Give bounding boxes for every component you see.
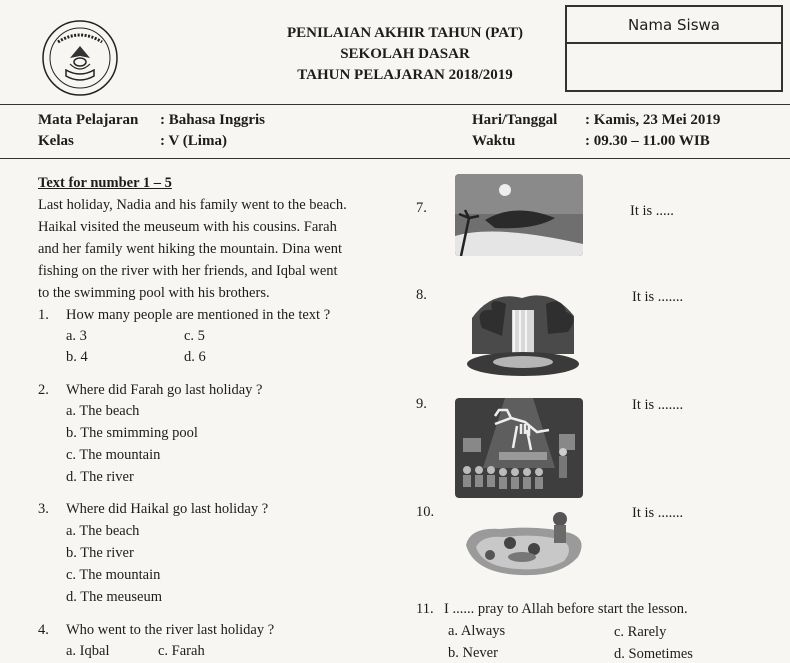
island-beach-picture (455, 174, 583, 256)
reading-line: to the swimming pool with his brothers. (38, 285, 270, 301)
time-label: Waktu (472, 133, 516, 149)
question-text: Where did Farah go last holiday ? (66, 382, 263, 398)
answer-blank[interactable]: It is ....... (632, 505, 684, 521)
subject-label: Mata Pelajaran (38, 112, 139, 128)
header-divider-top (0, 104, 790, 105)
date-value: : Kamis, 23 Mei 2019 (585, 112, 721, 128)
school-level: SEKOLAH DASAR (340, 46, 470, 62)
answer-option[interactable]: d. 6 (184, 349, 206, 365)
question-number: 7. (416, 200, 427, 216)
answer-option[interactable]: a. Iqbal (66, 643, 110, 659)
answer-option[interactable]: a. Always (448, 623, 506, 639)
question-text: How many people are mentioned in the text ? (66, 307, 331, 323)
question-number: 10. (416, 504, 435, 520)
museum-dinosaur-picture (455, 398, 583, 498)
school-logo (40, 18, 120, 98)
answer-option[interactable]: c. 5 (184, 328, 205, 344)
reading-heading: Text for number 1 – 5 (38, 175, 172, 191)
question-number: 1. (38, 307, 49, 323)
answer-option[interactable]: c. The mountain (66, 447, 161, 463)
reading-line: Last holiday, Nadia and his family went to the beach. (38, 197, 347, 213)
student-name-box[interactable] (565, 5, 783, 92)
answer-blank[interactable]: It is ....... (632, 289, 684, 305)
question-number: 8. (416, 287, 427, 303)
swimming-pool-picture (460, 505, 590, 585)
reading-line: and her family went hiking the mountain. Dina went (38, 241, 343, 257)
time-value: : 09.30 – 11.00 WIB (585, 133, 710, 149)
answer-blank[interactable]: It is ..... (630, 203, 674, 219)
class-label: Kelas (38, 133, 74, 149)
class-value: : V (Lima) (160, 133, 227, 149)
question-number: 4. (38, 622, 49, 638)
question-number: 3. (38, 501, 49, 517)
question-text: Where did Haikal go last holiday ? (66, 501, 269, 517)
question-text: Who went to the river last holiday ? (66, 622, 275, 638)
answer-option[interactable]: c. The mountain (66, 567, 161, 583)
subject-value: : Bahasa Inggris (160, 112, 266, 128)
question-text: I ...... pray to Allah before start the lesson. (444, 601, 688, 617)
waterfall-picture (462, 288, 584, 378)
answer-option[interactable]: b. Never (448, 645, 498, 661)
answer-option[interactable]: a. The beach (66, 523, 140, 539)
exam-title: PENILAIAN AKHIR TAHUN (PAT) (287, 25, 523, 41)
answer-option[interactable]: b. The river (66, 545, 134, 561)
reading-line: fishing on the river with her friends, and Iqbal went (38, 263, 338, 279)
answer-option[interactable]: a. The beach (66, 403, 140, 419)
header-divider-bottom (0, 158, 790, 159)
answer-option[interactable]: c. Rarely (614, 624, 667, 640)
answer-option[interactable]: a. 3 (66, 328, 87, 344)
answer-option[interactable]: d. The river (66, 469, 134, 485)
question-number: 2. (38, 382, 49, 398)
date-label: Hari/Tanggal (472, 112, 558, 128)
answer-blank[interactable]: It is ....... (632, 397, 684, 413)
answer-option[interactable]: c. Farah (158, 643, 205, 659)
question-number: 11. (416, 601, 434, 617)
student-name-label: Nama Siswa (567, 7, 781, 44)
reading-line: Haikal visited the meuseum with his cousins. Farah (38, 219, 337, 235)
answer-option[interactable]: d. The meuseum (66, 589, 162, 605)
answer-option[interactable]: b. The smimming pool (66, 425, 198, 441)
question-number: 9. (416, 396, 427, 412)
school-year: TAHUN PELAJARAN 2018/2019 (297, 67, 513, 83)
answer-option[interactable]: b. 4 (66, 349, 88, 365)
answer-option[interactable]: d. Sometimes (614, 646, 693, 662)
